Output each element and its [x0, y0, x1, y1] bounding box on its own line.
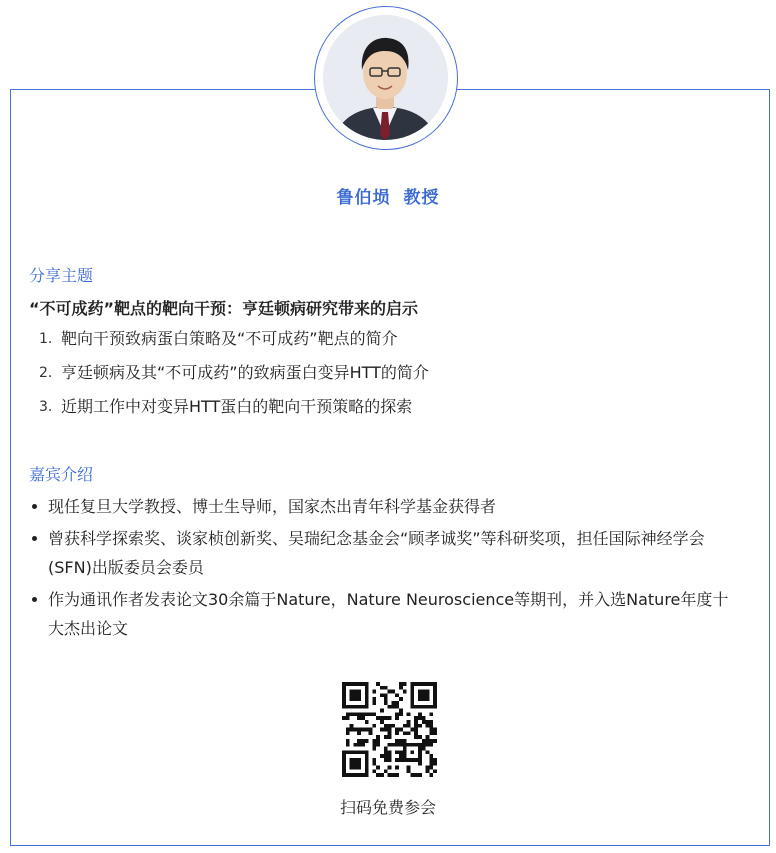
list-text: 现任复旦大学教授、博士生导师，国家杰出青年科学基金获得者 — [48, 497, 497, 516]
list-number: 3. — [39, 399, 53, 415]
topic-heading: 分享主题 — [29, 266, 94, 285]
list-text: 曾获科学探索奖、谈家桢创新奖、吴瑞纪念基金会“顾孝诚奖”等科研奖项，担任国际神经学会(SFN)出版委员会委员 — [48, 529, 705, 577]
list-text: 作为通讯作者发表论文30余篇于Nature，Nature Neuroscience等期刊，并入选Nature年度十大杰出论文 — [48, 590, 729, 638]
speaker-name: 鲁伯埙 教授 — [336, 188, 440, 208]
list-item — [29, 356, 749, 390]
bio-list — [29, 492, 744, 646]
bullet-icon — [32, 504, 37, 509]
list-item — [29, 524, 744, 582]
list-number: 2. — [39, 365, 53, 381]
list-text: 靶向干预致病蛋白策略及“不可成药”靶点的简介 — [61, 329, 398, 348]
bio-heading: 嘉宾介绍 — [29, 465, 94, 484]
topic-list — [29, 322, 749, 424]
topic-title: “不可成药”靶点的靶向干预：亨廷顿病研究带来的启示 — [29, 299, 419, 318]
qr-code-icon[interactable] — [342, 682, 437, 777]
list-item — [29, 322, 749, 356]
bullet-icon — [32, 536, 37, 541]
speaker-avatar — [314, 6, 458, 150]
bullet-icon — [32, 597, 37, 602]
list-item — [29, 585, 744, 643]
list-text: 亨廷顿病及其“不可成药”的致病蛋白变异HTT的简介 — [61, 363, 429, 382]
list-text: 近期工作中对变异HTT蛋白的靶向干预策略的探索 — [61, 397, 413, 416]
list-number: 1. — [39, 331, 53, 347]
avatar-photo — [323, 15, 448, 140]
qr-caption: 扫码免费参会 — [339, 798, 436, 817]
list-item — [29, 390, 749, 424]
list-item — [29, 492, 744, 521]
